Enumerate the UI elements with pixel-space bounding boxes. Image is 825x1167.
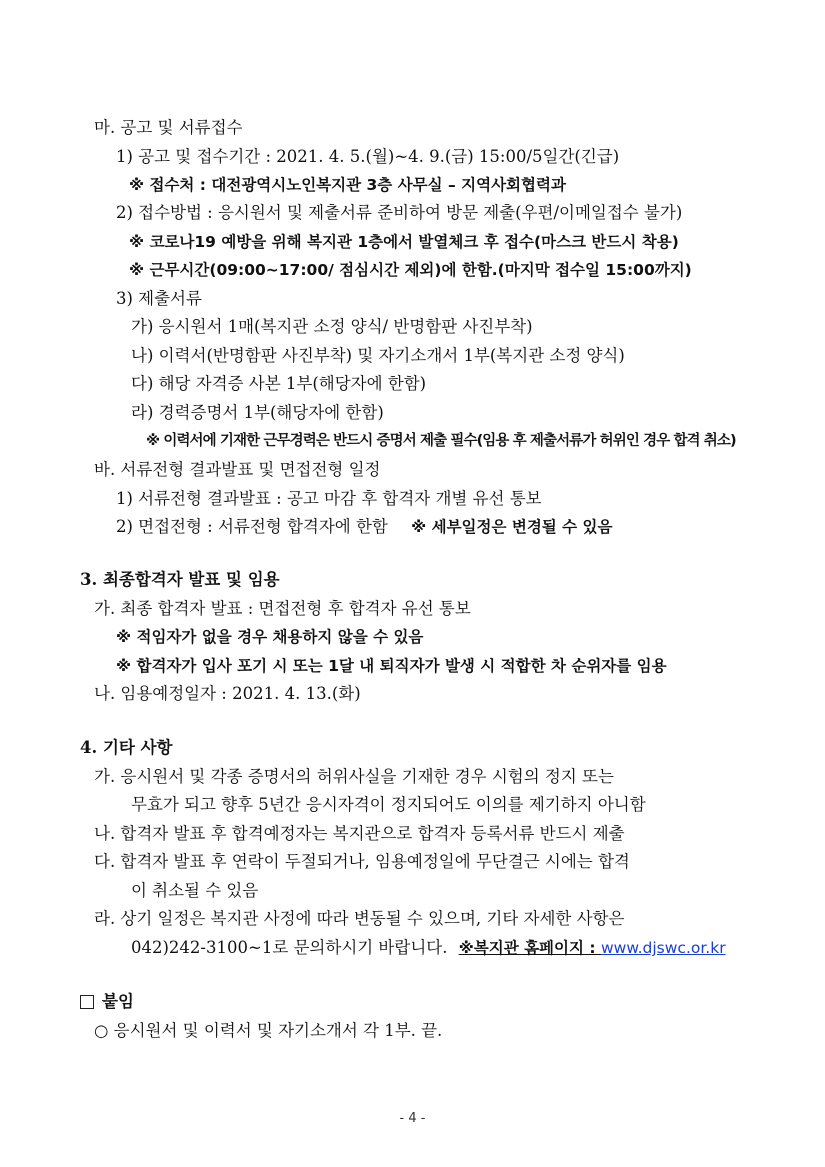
appointment-date: 나. 임용예정일자 : 2021. 4. 13.(화)	[94, 684, 361, 703]
documents-title: 3) 제출서류	[116, 289, 202, 308]
attachment-title: 붙임	[102, 992, 134, 1011]
contact-text: 042)242-3100~1로 문의하시기 바랍니다.	[131, 938, 448, 957]
other-item: 가. 응시원서 및 각종 증명서의 허위사실을 기재한 경우 시험의 정지 또는	[94, 767, 614, 786]
career-proof-note: ※ 이력서에 기재한 근무경력은 반드시 증명서 제출 필수(임용 후 제출서류가 허위인 경우 합격 취소)	[146, 433, 736, 449]
screening-result: 1) 서류전형 결과발표 : 공고 마감 후 합격자 개별 유선 통보	[116, 489, 542, 508]
attachment-title-line	[80, 991, 134, 1013]
working-hours-note: ※ 근무시간(09:00~17:00/ 점심시간 제외)에 한함.(마지막 접수일 15:00까지)	[129, 261, 692, 279]
document-item: 다) 해당 자격증 사본 1부(해당자에 한함)	[131, 374, 427, 393]
application-method: 2) 접수방법 : 응시원서 및 제출서류 준비하여 방문 제출(우편/이메일접수 불가)	[116, 203, 683, 222]
other-item: 다. 합격자 발표 후 연락이 두절되거나, 임용예정일에 무단결근 시에는 합격	[94, 852, 630, 871]
interview-text: 2) 면접전형 : 서류전형 합격자에 한함	[116, 517, 388, 536]
document-item: 라) 경력증명서 1부(해당자에 한함)	[131, 403, 384, 422]
replacement-note: ※ 합격자가 입사 포기 시 또는 1달 내 퇴직자가 발생 시 적합한 차 순위자를 임용	[116, 657, 667, 675]
document-item: 나) 이력서(반명함판 사진부착) 및 자기소개서 1부(복지관 소정 양식)	[131, 346, 625, 365]
attachment-item: ○ 응시원서 및 이력서 및 자기소개서 각 1부. 끝.	[94, 1021, 443, 1040]
homepage-link[interactable]	[459, 939, 726, 957]
interview-item	[116, 516, 612, 538]
document-item: 가) 응시원서 1매(복지관 소정 양식/ 반명함판 사진부착)	[131, 317, 533, 336]
final-announcement: 가. 최종 합격자 발표 : 면접전형 후 합격자 유선 통보	[94, 599, 471, 618]
application-period: 1) 공고 및 접수기간 : 2021. 4. 5.(월)~4. 9.(금) 15:00/5일간(긴급)	[116, 147, 620, 166]
section-4-title: 4. 기타 사항	[80, 738, 173, 757]
contact-line	[131, 937, 726, 959]
reception-place-note: ※ 접수처 : 대전광역시노인복지관 3층 사무실 – 지역사회협력과	[129, 176, 566, 194]
section-ba-title: 바. 서류전형 결과발표 및 면접전형 일정	[94, 460, 381, 479]
other-item-cont: 이 취소될 수 있음	[131, 881, 259, 900]
checkbox-square-icon	[80, 995, 94, 1009]
homepage-label: ※복지관 홈페이지 :	[458, 939, 601, 957]
section-ma-title: 마. 공고 및 서류접수	[94, 118, 243, 137]
other-item-cont: 무효가 되고 향후 5년간 응시자격이 정지되어도 이의를 제기하지 아니함	[131, 795, 646, 814]
other-item: 라. 상기 일정은 복지관 사정에 따라 변동될 수 있으며, 기타 자세한 사항은	[94, 909, 625, 928]
schedule-change-note: ※ 세부일정은 변경될 수 있음	[411, 518, 613, 536]
no-hire-note: ※ 적임자가 없을 경우 채용하지 않을 수 있음	[116, 628, 424, 646]
homepage-url[interactable]: www.djswc.or.kr	[600, 939, 726, 957]
other-item: 나. 합격자 발표 후 합격예정자는 복지관으로 합격자 등록서류 반드시 제출	[94, 824, 625, 843]
page-number: - 4 -	[399, 1111, 426, 1126]
covid-note: ※ 코로나19 예방을 위해 복지관 1층에서 발열체크 후 접수(마스크 반드시 착용)	[129, 233, 679, 251]
section-3-title: 3. 최종합격자 발표 및 임용	[80, 570, 280, 589]
